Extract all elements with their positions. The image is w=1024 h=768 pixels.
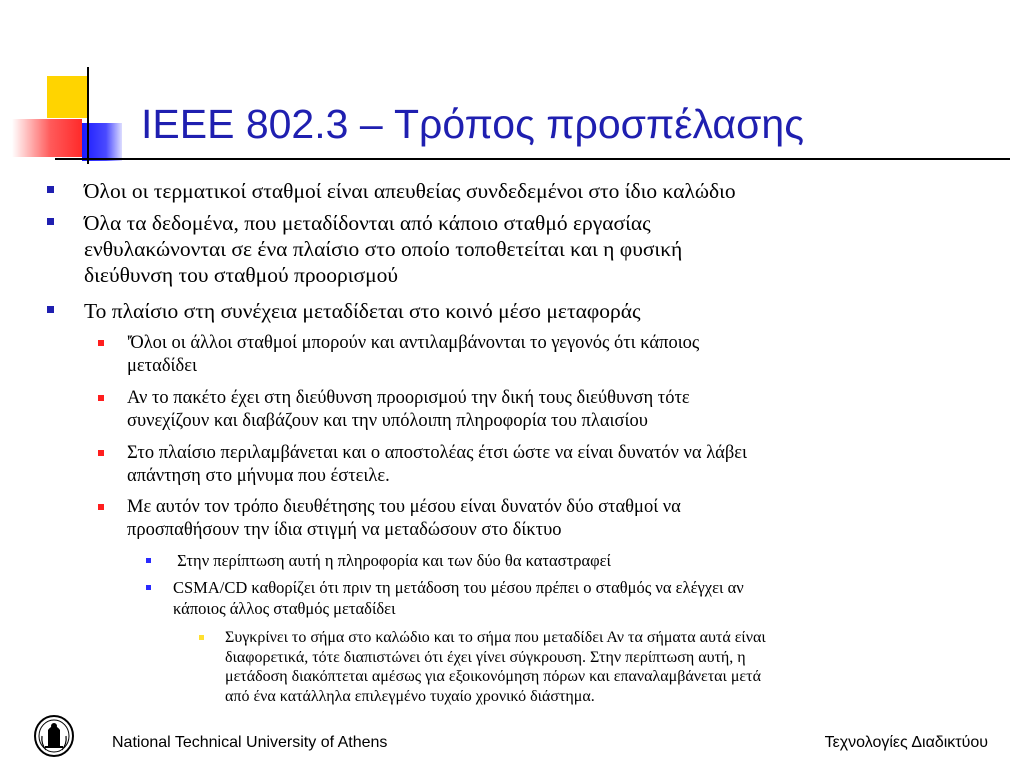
bullet-text: ενθυλακώνονται σε ένα πλαίσιο στο οποίο τοποθετείται και η φυσική <box>84 237 683 261</box>
sub-bullet-item <box>127 332 699 377</box>
bullet-square-icon <box>146 558 151 563</box>
bullet-square-icon <box>47 218 54 225</box>
bullet-square-icon <box>47 306 54 313</box>
bullet-text: Όλα τα δεδομένα, που μεταδίδονται από κάποιο σταθμό εργασίας <box>84 211 651 235</box>
title-underline <box>55 158 1010 160</box>
bullet-text: Αν το πακέτο έχει στη διεύθυνση προορισμού την δική τους διεύθυνση τότε <box>127 388 690 408</box>
sub-sub-bullet-item <box>173 578 744 619</box>
decor-red-bar <box>12 119 82 157</box>
bullet-text: μετάδοση διακόπτεται αμέσως για εξοικονόμηση πόρων και επαναλαμβάνεται μετά <box>225 668 761 685</box>
bullet-square-icon <box>146 585 151 590</box>
bullet-text: CSMA/CD καθορίζει ότι πριν τη μετάδοση του μέσου πρέπει ο σταθμός να ελέγχει αν <box>173 578 744 597</box>
bullet-text: μεταδίδει <box>127 355 197 376</box>
bullet-text: Στο πλαίσιο περιλαμβάνεται και ο αποστολέας έτσι ώστε να είναι δυνατόν να λάβει <box>127 443 748 463</box>
bullet-text: απάντηση στο μήνυμα που έστειλε. <box>127 465 390 486</box>
bullet-square-icon <box>47 186 54 193</box>
bullet-square-icon <box>98 395 104 401</box>
bullet-text: διαφορετικά, τότε διαπιστώνει ότι έχει γίνει σύγκρουση. Στην περίπτωση αυτή, η <box>225 648 746 666</box>
bullet-text: συνεχίζουν και διαβάζουν και την υπόλοιπη πληροφορία του πλαισίου <box>127 410 648 431</box>
bullet-text: από ένα κατάλληλα επιλεγμένο τυχαίο χρονικό διάστημα. <box>225 687 595 705</box>
bullet-square-icon <box>98 450 104 456</box>
bullet-text: Συγκρίνει το σήμα στο καλώδιο και το σήμα που μεταδίδει Αν τα σήματα αυτά είναι <box>225 629 766 646</box>
university-seal-icon <box>33 714 75 758</box>
sub-sub-bullet-item <box>173 551 611 572</box>
footer-course: Τεχνολογίες Διαδικτύου <box>824 734 988 751</box>
bullet-square-icon <box>199 635 204 640</box>
detail-bullet-item <box>225 628 766 706</box>
bullet-item <box>84 178 736 204</box>
sub-bullet-item <box>127 496 681 541</box>
bullet-text: διεύθυνση του σταθμού προορισμού <box>84 263 399 287</box>
footer-institution: National Technical University of Athens <box>112 734 388 751</box>
bullet-text: κάποιος άλλος σταθμός μεταδίδει <box>173 598 396 618</box>
bullet-item <box>84 210 682 288</box>
bullet-item <box>84 298 641 324</box>
slide-title: IEEE 802.3 – Τρόπος προσπέλασης <box>141 101 804 147</box>
decor-yellow-square <box>47 76 88 118</box>
bullet-square-icon <box>98 504 104 510</box>
bullet-square-icon <box>98 340 104 346</box>
bullet-text: Το πλαίσιο στη συνέχεια μεταδίδεται στο κοινό μέσο μεταφοράς <box>84 299 641 323</box>
bullet-text: Στην περίπτωση αυτή η πληροφορία και των δύο θα καταστραφεί <box>173 551 611 570</box>
bullet-text: Όλοι οι τερματικοί σταθμοί είναι απευθείας συνδεδεμένοι στο ίδιο καλώδιο <box>84 179 736 203</box>
bullet-text: 'Όλοι οι άλλοι σταθμοί μπορούν και αντιλαμβάνονται το γεγονός ότι κάποιος <box>127 333 700 353</box>
bullet-text: Με αυτόν τον τρόπο διευθέτησης του μέσου είναι δυνατόν δύο σταθμοί να <box>127 497 681 517</box>
sub-bullet-item <box>127 442 747 487</box>
bullet-text: προσπαθήσουν την ίδια στιγμή να μεταδώσουν στο δίκτυο <box>127 519 562 540</box>
decor-vertical-line <box>87 67 89 164</box>
sub-bullet-item <box>127 387 690 432</box>
